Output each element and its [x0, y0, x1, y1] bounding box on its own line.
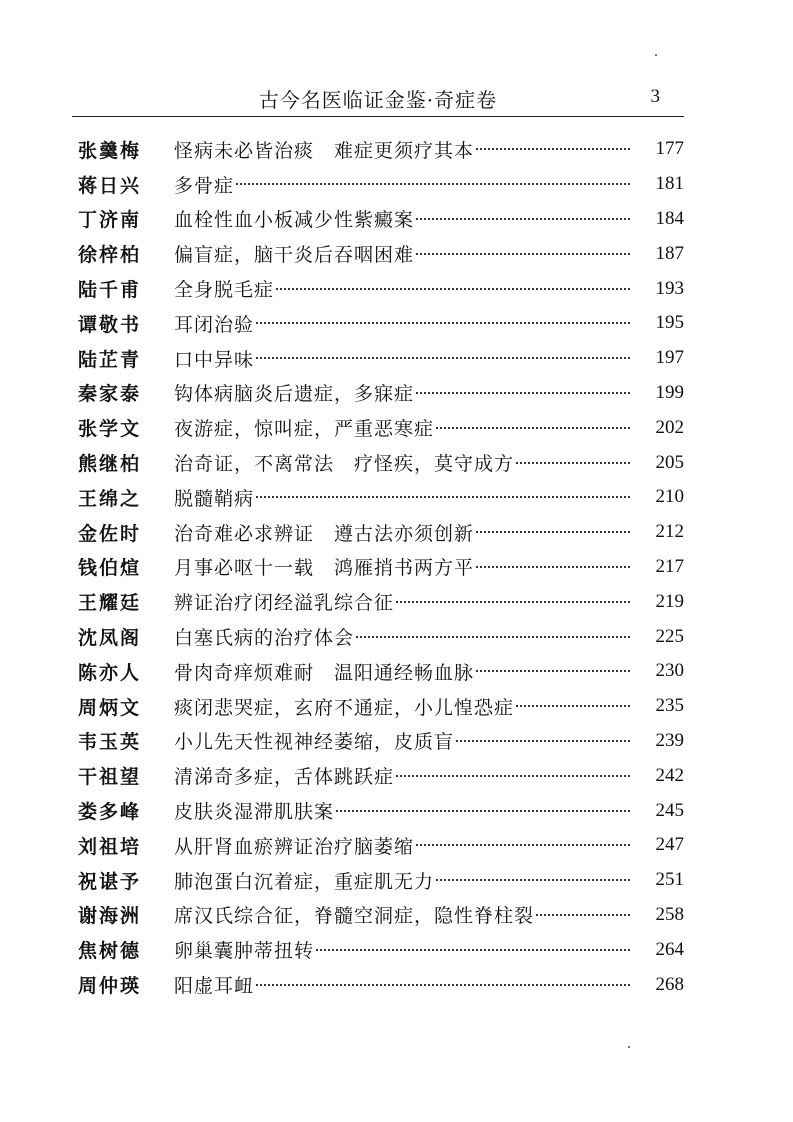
entry-author: 张学文	[78, 418, 142, 441]
entry-page-number: 181	[655, 173, 684, 195]
toc-entry	[78, 376, 684, 411]
dot-leader	[456, 740, 630, 742]
entry-author: 祝谌予	[78, 870, 142, 893]
entry-title-wrap	[174, 205, 636, 232]
toc-entry	[78, 306, 684, 341]
dot-leader	[516, 705, 630, 707]
entry-title: 阳虚耳衄	[174, 975, 255, 998]
entry-title-wrap	[174, 832, 636, 859]
toc-entry	[78, 550, 684, 585]
entry-title-wrap	[174, 727, 636, 754]
entry-title-wrap	[174, 240, 636, 267]
scan-speck	[655, 54, 657, 56]
entry-author: 周仲瑛	[78, 975, 142, 998]
entry-author: 张羹梅	[78, 139, 142, 162]
dot-leader	[276, 288, 630, 290]
entry-title: 偏盲症，脑干炎后吞咽困难	[174, 244, 415, 267]
entry-title-wrap	[174, 588, 636, 615]
dot-leader	[436, 879, 630, 881]
dot-leader	[476, 670, 630, 672]
dot-leader	[396, 775, 630, 777]
entry-title-wrap	[174, 310, 636, 337]
toc-entry	[78, 793, 684, 828]
dot-leader	[416, 392, 630, 394]
toc-entry	[78, 202, 684, 237]
dot-leader	[336, 810, 630, 812]
toc-entry	[78, 932, 684, 967]
entry-author: 焦树德	[78, 940, 142, 963]
entry-page-number: 210	[655, 486, 684, 508]
table-of-contents	[78, 132, 684, 1002]
entry-page-number: 177	[655, 138, 684, 160]
entry-page-number: 195	[655, 312, 684, 334]
dot-leader	[316, 949, 630, 951]
entry-title: 脱髓鞘病	[174, 487, 255, 510]
entry-title-wrap	[174, 414, 636, 441]
entry-page-number: 184	[655, 207, 684, 229]
entry-page-number: 199	[655, 381, 684, 403]
entry-page-number: 239	[655, 729, 684, 751]
dot-leader	[536, 914, 630, 916]
entry-author: 徐梓柏	[78, 244, 142, 267]
entry-page-number: 225	[655, 625, 684, 647]
entry-title: 血栓性血小板减少性紫癜案	[174, 209, 415, 232]
toc-entry	[78, 341, 684, 376]
toc-entry	[78, 619, 684, 654]
dot-leader	[436, 427, 630, 429]
dot-leader	[256, 984, 630, 986]
entry-page-number: 205	[655, 451, 684, 473]
entry-title-wrap	[174, 171, 636, 198]
running-title: 古今名医临证金鉴·奇症卷	[258, 88, 498, 112]
toc-entry	[78, 828, 684, 863]
entry-title: 白塞氏病的治疗体会	[174, 627, 355, 650]
entry-title-wrap	[174, 484, 636, 511]
entry-author: 干祖望	[78, 766, 142, 789]
toc-entry	[78, 480, 684, 515]
toc-entry	[78, 132, 684, 167]
toc-entry	[78, 967, 684, 1002]
page-header	[72, 82, 684, 117]
toc-entry	[78, 584, 684, 619]
entry-title-wrap	[174, 623, 636, 650]
entry-page-number: 187	[655, 242, 684, 264]
entry-page-number: 235	[655, 695, 684, 717]
dot-leader	[416, 844, 630, 846]
entry-page-number: 219	[655, 590, 684, 612]
entry-author: 谭敬书	[78, 313, 142, 336]
toc-entry	[78, 410, 684, 445]
entry-author: 周炳文	[78, 696, 142, 719]
entry-title-wrap	[174, 553, 636, 580]
entry-page-number: 197	[655, 347, 684, 369]
entry-title-wrap	[174, 658, 636, 685]
entry-page-number: 247	[655, 834, 684, 856]
entry-title-wrap	[174, 345, 636, 372]
entry-title-wrap	[174, 971, 636, 998]
toc-entry	[78, 724, 684, 759]
entry-page-number: 217	[655, 555, 684, 577]
entry-title-wrap	[174, 449, 636, 476]
entry-title: 清涕奇多症，舌体跳跃症	[174, 766, 395, 789]
entry-page-number: 242	[655, 764, 684, 786]
page-number: 3	[650, 86, 660, 107]
entry-author: 陆千甫	[78, 279, 142, 302]
toc-entry	[78, 515, 684, 550]
entry-title: 席汉氏综合征，脊髓空洞症，隐性脊柱裂	[174, 905, 535, 928]
dot-leader	[396, 601, 630, 603]
entry-author: 沈凤阁	[78, 627, 142, 650]
entry-author: 王绵之	[78, 487, 142, 510]
entry-author: 蒋日兴	[78, 174, 142, 197]
entry-title-wrap	[174, 936, 636, 963]
entry-title: 口中异味	[174, 348, 255, 371]
entry-title: 夜游症，惊叫症，严重恶寒症	[174, 418, 435, 441]
entry-page-number: 264	[655, 938, 684, 960]
entry-author: 娄多峰	[78, 801, 142, 824]
toc-entry	[78, 689, 684, 724]
entry-page-number: 202	[655, 416, 684, 438]
toc-entry	[78, 898, 684, 933]
entry-title-wrap	[174, 693, 636, 720]
entry-title: 骨肉奇痒烦难耐 温阳通经畅血脉	[174, 661, 475, 684]
toc-entry	[78, 167, 684, 202]
entry-title: 皮肤炎湿滞肌肤案	[174, 801, 335, 824]
entry-author: 谢海洲	[78, 905, 142, 928]
entry-title: 钩体病脑炎后遗症，多寐症	[174, 383, 415, 406]
toc-entry	[78, 271, 684, 306]
entry-author: 陆芷青	[78, 348, 142, 371]
toc-entry	[78, 758, 684, 793]
dot-leader	[256, 496, 630, 498]
entry-title: 全身脱毛症	[174, 279, 275, 302]
entry-title: 耳闭治验	[174, 313, 255, 336]
dot-leader	[236, 183, 630, 185]
entry-title: 痰闭悲哭症，玄府不通症，小儿惶恐症	[174, 696, 515, 719]
entry-page-number: 268	[655, 973, 684, 995]
entry-page-number: 251	[655, 869, 684, 891]
dot-leader	[256, 322, 630, 324]
entry-title-wrap	[174, 136, 636, 163]
dot-leader	[476, 566, 630, 568]
entry-title: 怪病未必皆治痰 难症更须疗其本	[174, 139, 475, 162]
entry-author: 王耀廷	[78, 592, 142, 615]
toc-entry	[78, 445, 684, 480]
entry-title: 辨证治疗闭经溢乳综合征	[174, 592, 395, 615]
entry-title-wrap	[174, 867, 636, 894]
entry-title: 治奇证，不离常法 疗怪疾，莫守成方	[174, 453, 515, 476]
entry-author: 韦玉英	[78, 731, 142, 754]
entry-page-number: 193	[655, 277, 684, 299]
entry-title: 卵巢囊肿蒂扭转	[174, 940, 315, 963]
entry-title-wrap	[174, 379, 636, 406]
dot-leader	[416, 253, 630, 255]
entry-title-wrap	[174, 519, 636, 546]
dot-leader	[476, 148, 630, 150]
entry-author: 金佐时	[78, 522, 142, 545]
toc-entry	[78, 654, 684, 689]
entry-author: 熊继柏	[78, 453, 142, 476]
entry-page-number: 258	[655, 903, 684, 925]
entry-page-number: 230	[655, 660, 684, 682]
entry-title-wrap	[174, 275, 636, 302]
entry-page-number: 212	[655, 521, 684, 543]
dot-leader	[516, 462, 630, 464]
entry-title-wrap	[174, 901, 636, 928]
entry-title: 治奇难必求辨证 遵古法亦须创新	[174, 522, 475, 545]
toc-entry	[78, 236, 684, 271]
entry-title-wrap	[174, 797, 636, 824]
toc-entry	[78, 863, 684, 898]
scan-speck	[628, 1046, 630, 1048]
dot-leader	[256, 357, 630, 359]
dot-leader	[476, 531, 630, 533]
entry-title: 肺泡蛋白沉着症，重症肌无力	[174, 870, 435, 893]
entry-title: 月事必呕十一载 鸿雁捎书两方平	[174, 557, 475, 580]
entry-author: 陈亦人	[78, 661, 142, 684]
entry-title: 从肝肾血瘀辨证治疗脑萎缩	[174, 835, 415, 858]
entry-author: 钱伯煊	[78, 557, 142, 580]
entry-page-number: 245	[655, 799, 684, 821]
entry-title: 多骨症	[174, 174, 235, 197]
dot-leader	[416, 218, 630, 220]
entry-author: 秦家泰	[78, 383, 142, 406]
entry-author: 丁济南	[78, 209, 142, 232]
entry-title: 小儿先天性视神经萎缩，皮质盲	[174, 731, 455, 754]
entry-author: 刘祖培	[78, 835, 142, 858]
entry-title-wrap	[174, 762, 636, 789]
dot-leader	[356, 636, 630, 638]
